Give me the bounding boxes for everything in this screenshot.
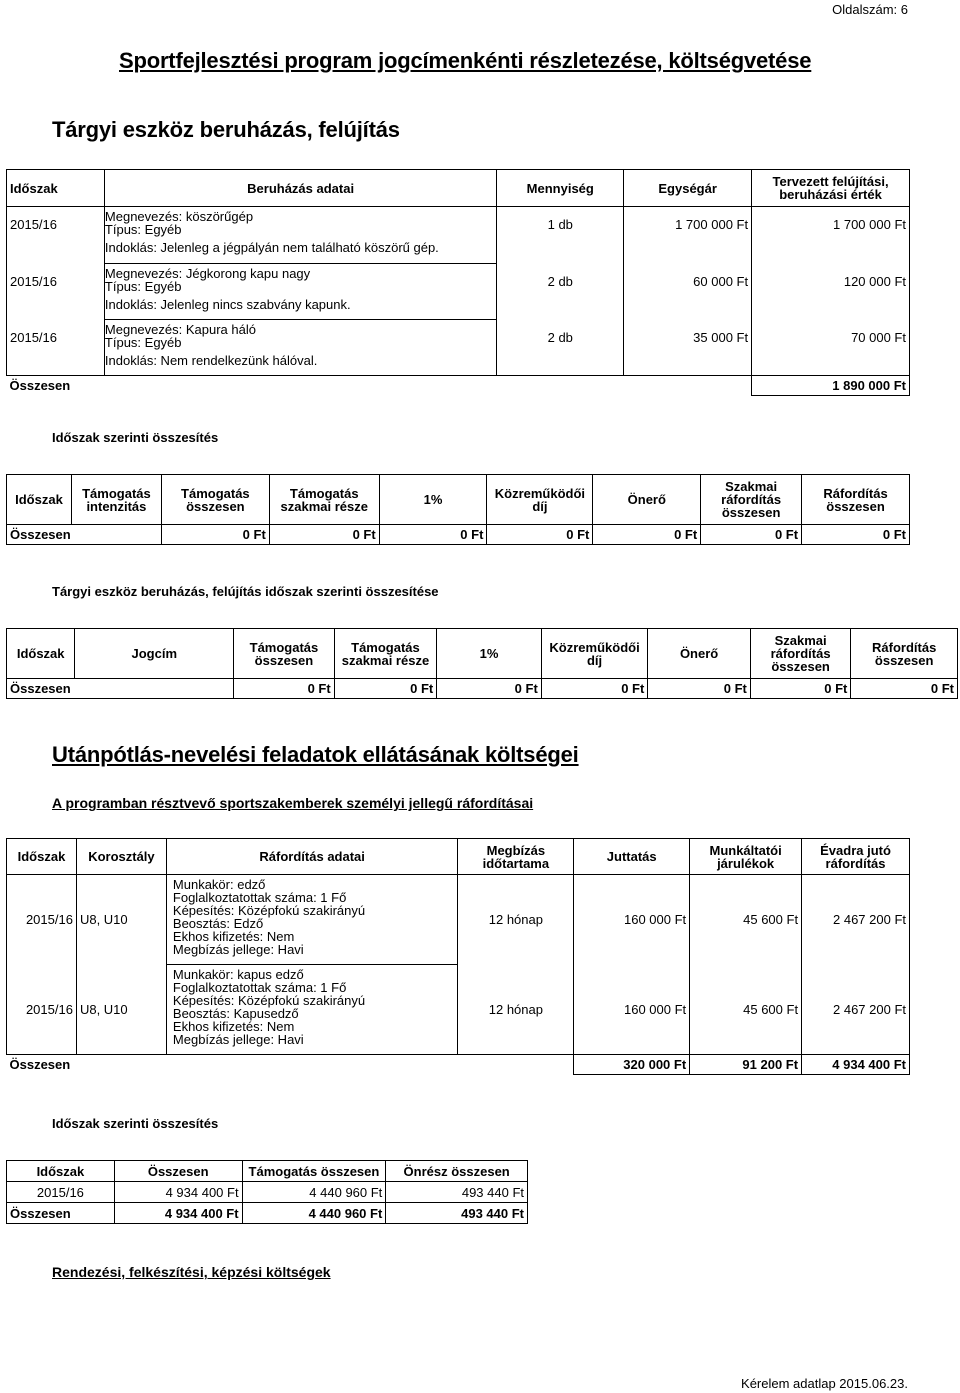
col-pay: Juttatás xyxy=(574,839,690,875)
row-value: 120 000 Ft xyxy=(752,264,910,320)
col-period: Időszak xyxy=(7,170,105,207)
col-season-cost: Évadra jutó ráfordítás xyxy=(802,839,910,875)
col-prof-cost: Szakmai ráfordítás összesen xyxy=(750,629,851,679)
row-period: 2015/16 xyxy=(7,1182,115,1203)
total-cell: 0 Ft xyxy=(437,679,542,699)
col-support-total: Támogatás összesen xyxy=(161,475,269,525)
footer: Kérelem adatlap 2015.06.23. xyxy=(741,1376,908,1391)
row-reason: Indoklás: Jelenleg nincs szabvány kapunk. xyxy=(104,297,351,312)
row-unit-price: 1 700 000 Ft xyxy=(624,207,752,264)
row-duration: 12 hónap xyxy=(458,875,574,965)
detail-line: Munkakör: edző xyxy=(172,877,266,892)
col-legal-title: Jogcím xyxy=(75,629,234,679)
total-cell: 0 Ft xyxy=(701,525,802,545)
col-qty: Mennyiség xyxy=(497,170,624,207)
row-qty: 1 db xyxy=(497,207,624,264)
col-total: Összesen xyxy=(114,1161,242,1182)
row-period: 2015/16 xyxy=(7,264,105,320)
assets-table xyxy=(6,169,910,396)
row-period: 2015/16 xyxy=(7,207,105,264)
row-support: 4 440 960 Ft xyxy=(242,1182,386,1203)
row-type: Típus: Egyéb xyxy=(104,222,182,237)
row-season: 2 467 200 Ft xyxy=(802,875,910,965)
staff-costs-heading: A programban résztvevő sportszakemberek személyi jellegű ráfordításai xyxy=(52,795,534,811)
total-value: 1 890 000 Ft xyxy=(752,376,910,396)
period-summary-heading: Időszak szerinti összesítés xyxy=(52,430,219,445)
detail-line: Ekhos kifizetés: Nem xyxy=(172,1019,295,1034)
col-own-contribution: Önerő xyxy=(593,475,701,525)
col-cost-data: Ráfordítás adatai xyxy=(166,839,458,875)
total-label: Összesen xyxy=(9,1057,71,1073)
table-row xyxy=(7,965,910,1055)
col-intermediary-fee: Közreműködői díj xyxy=(541,629,648,679)
detail-line: Foglalkoztatottak száma: 1 Fő xyxy=(172,890,347,905)
col-support-prof: Támogatás szakmai része xyxy=(269,475,379,525)
period-summary-table xyxy=(6,474,910,545)
col-planned: Tervezett felújítási, beruházási érték xyxy=(752,170,910,207)
table-row xyxy=(7,264,910,320)
main-title: Sportfejlesztési program jogcímenkénti részletezése, költségvetése xyxy=(119,48,812,73)
total-total: 4 934 400 Ft xyxy=(114,1203,242,1224)
total-label: Összesen xyxy=(7,525,162,545)
row-value: 70 000 Ft xyxy=(752,320,910,376)
row-qty: 2 db xyxy=(497,320,624,376)
staff-costs-table xyxy=(6,838,910,1075)
total-cell: 0 Ft xyxy=(379,525,487,545)
total-cell: 0 Ft xyxy=(802,525,910,545)
total-cell: 0 Ft xyxy=(648,679,751,699)
col-support-prof: Támogatás szakmai része xyxy=(334,629,437,679)
row-unit-price: 35 000 Ft xyxy=(624,320,752,376)
col-intermediary-fee: Közreműködői díj xyxy=(487,475,593,525)
total-contrib: 91 200 Ft xyxy=(690,1055,802,1075)
table-row xyxy=(7,320,910,376)
total-own: 493 440 Ft xyxy=(386,1203,528,1224)
row-age-group: U8, U10 xyxy=(76,875,166,965)
col-own-contribution: Önerő xyxy=(648,629,751,679)
row-pay: 160 000 Ft xyxy=(574,875,690,965)
total-cell: 0 Ft xyxy=(541,679,648,699)
col-employer-contrib: Munkáltatói járulékok xyxy=(690,839,802,875)
col-one-percent: 1% xyxy=(437,629,542,679)
row-reason: Indoklás: Nem rendelkezünk hálóval. xyxy=(104,353,318,368)
total-cell: 0 Ft xyxy=(593,525,701,545)
row-period: 2015/16 xyxy=(7,875,77,965)
row-season: 2 467 200 Ft xyxy=(802,965,910,1055)
total-pay: 320 000 Ft xyxy=(574,1055,690,1075)
detail-line: Megbízás jellege: Havi xyxy=(172,1032,304,1047)
total-label: Összesen xyxy=(7,679,234,699)
table-row xyxy=(7,1182,528,1203)
row-name: Megnevezés: Kapura háló xyxy=(104,322,256,337)
col-cost-total: Ráfordítás összesen xyxy=(802,475,910,525)
row-name: Megnevezés: köszörűgép xyxy=(104,209,254,224)
section-title-youth: Utánpótlás-nevelési feladatok ellátásának költségei xyxy=(52,742,579,767)
table-row xyxy=(7,207,910,264)
total-cell: 0 Ft xyxy=(234,679,335,699)
col-prof-cost: Szakmai ráfordítás összesen xyxy=(701,475,802,525)
col-duration: Megbízás időtartama xyxy=(458,839,574,875)
row-duration: 12 hónap xyxy=(458,965,574,1055)
detail-line: Megbízás jellege: Havi xyxy=(172,942,304,957)
detail-line: Munkakör: kapus edző xyxy=(172,967,304,982)
total-label: Összesen xyxy=(9,378,71,394)
total-cell: 0 Ft xyxy=(161,525,269,545)
row-qty: 2 db xyxy=(497,264,624,320)
page-number: Oldalszám: 6 xyxy=(832,2,908,17)
row-pay: 160 000 Ft xyxy=(574,965,690,1055)
detail-line: Ekhos kifizetés: Nem xyxy=(172,929,295,944)
period-summary-heading-2: Időszak szerinti összesítés xyxy=(52,1116,219,1131)
total-cell: 0 Ft xyxy=(750,679,851,699)
row-name: Megnevezés: Jégkorong kapu nagy xyxy=(104,266,311,281)
col-one-percent: 1% xyxy=(379,475,487,525)
asset-summary-heading: Tárgyi eszköz beruházás, felújítás időszak szerinti összesítése xyxy=(52,584,439,599)
row-value: 1 700 000 Ft xyxy=(752,207,910,264)
row-contrib: 45 600 Ft xyxy=(690,875,802,965)
row-type: Típus: Egyéb xyxy=(104,335,182,350)
detail-line: Beosztás: Kapusedző xyxy=(172,1006,299,1021)
row-period: 2015/16 xyxy=(7,320,105,376)
total-support: 4 440 960 Ft xyxy=(242,1203,386,1224)
row-total: 4 934 400 Ft xyxy=(114,1182,242,1203)
table-row xyxy=(7,875,910,965)
asset-summary-table xyxy=(6,628,958,699)
total-cell: 0 Ft xyxy=(851,679,958,699)
detail-line: Foglalkoztatottak száma: 1 Fő xyxy=(172,980,347,995)
col-period: Időszak xyxy=(7,475,72,525)
col-unit-price: Egységár xyxy=(624,170,752,207)
detail-line: Beosztás: Edző xyxy=(172,916,264,931)
col-support-total: Támogatás összesen xyxy=(234,629,335,679)
row-unit-price: 60 000 Ft xyxy=(624,264,752,320)
total-cell: 0 Ft xyxy=(334,679,437,699)
row-type: Típus: Egyéb xyxy=(104,279,182,294)
total-cell: 0 Ft xyxy=(487,525,593,545)
col-support-total: Támogatás összesen xyxy=(242,1161,386,1182)
total-cell: 0 Ft xyxy=(269,525,379,545)
col-period: Időszak xyxy=(7,1161,115,1182)
col-data: Beruházás adatai xyxy=(104,170,496,207)
col-own-share-total: Önrész összesen xyxy=(386,1161,528,1182)
col-age-group: Korosztály xyxy=(76,839,166,875)
row-own: 493 440 Ft xyxy=(386,1182,528,1203)
col-period: Időszak xyxy=(7,629,75,679)
total-label: Összesen xyxy=(7,1203,115,1224)
section-heading-organizing: Rendezési, felkészítési, képzési költségek xyxy=(52,1264,331,1280)
youth-period-summary-table xyxy=(6,1160,528,1224)
total-season: 4 934 400 Ft xyxy=(802,1055,910,1075)
detail-line: Képesítés: Középfokú szakirányú xyxy=(172,903,366,918)
row-age-group: U8, U10 xyxy=(76,965,166,1055)
col-intensity: Támogatás intenzitás xyxy=(71,475,161,525)
section-title-assets: Tárgyi eszköz beruházás, felújítás xyxy=(52,117,400,142)
row-contrib: 45 600 Ft xyxy=(690,965,802,1055)
row-reason: Indoklás: Jelenleg a jégpályán nem található köszörű gép. xyxy=(104,240,439,255)
detail-line: Képesítés: Középfokú szakirányú xyxy=(172,993,366,1008)
col-cost-total: Ráfordítás összesen xyxy=(851,629,958,679)
row-period: 2015/16 xyxy=(7,965,77,1055)
col-period: Időszak xyxy=(7,839,77,875)
